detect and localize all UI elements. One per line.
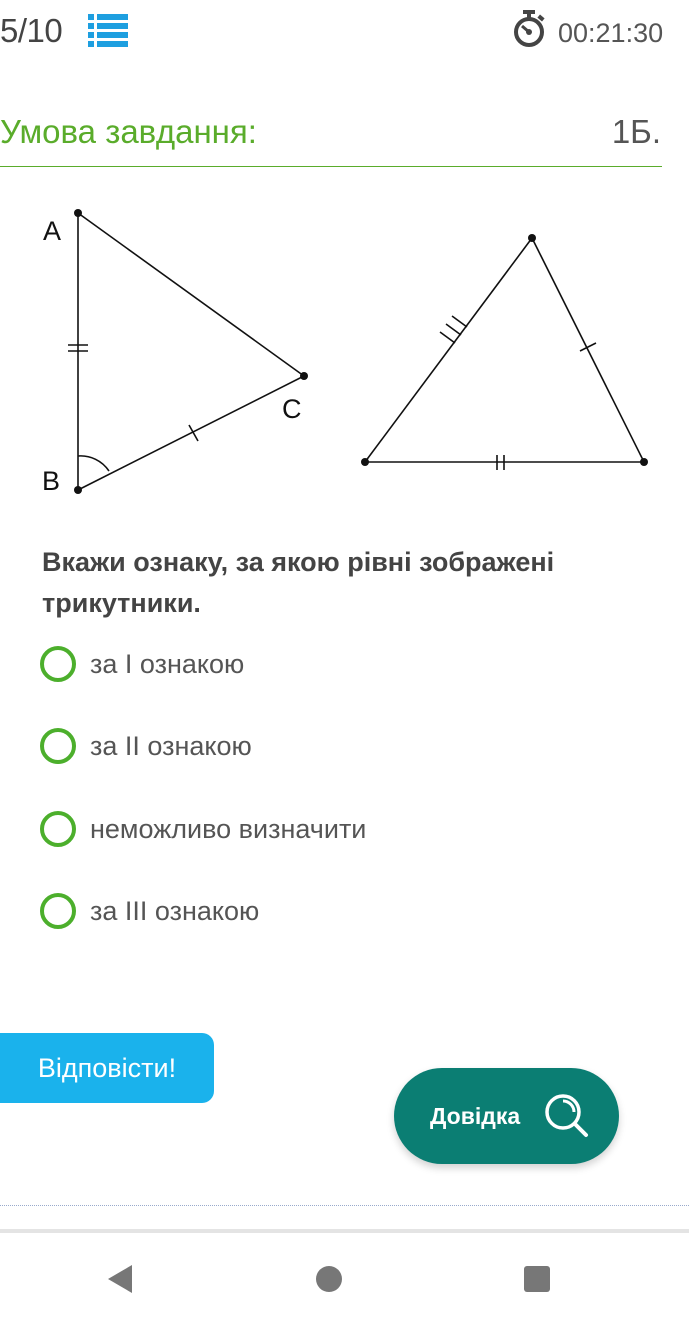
triangle-abc (68, 213, 304, 490)
vertex-label-c: C (282, 394, 302, 424)
magnifier-icon (543, 1092, 589, 1138)
radio-button[interactable] (40, 893, 76, 929)
condition-title: Умова завдання: (0, 113, 257, 150)
option-4[interactable] (40, 891, 259, 931)
option-1[interactable] (40, 644, 244, 684)
vertex-label-a: A (43, 216, 62, 246)
option-2[interactable] (40, 726, 252, 766)
option-label: за II ознакою (90, 730, 252, 761)
back-triangle-icon[interactable] (106, 1263, 134, 1295)
list-icon[interactable] (88, 12, 128, 48)
radio-button[interactable] (40, 646, 76, 682)
content-divider (0, 1205, 689, 1206)
radio-button[interactable] (40, 728, 76, 764)
radio-button[interactable] (40, 811, 76, 847)
triangles-figure (0, 190, 689, 510)
option-label: за III ознакою (90, 895, 260, 926)
answer-button[interactable]: Відповісти! (0, 1033, 214, 1103)
recents-square-icon[interactable] (523, 1265, 551, 1293)
timer-value: 00:21:30 (558, 18, 664, 48)
option-3[interactable] (40, 809, 366, 849)
condition-divider (0, 166, 662, 167)
vertex-label-b: B (42, 466, 61, 496)
home-circle-icon[interactable] (315, 1265, 343, 1293)
option-label: неможливо визначити (90, 813, 367, 844)
android-nav-bar (0, 1229, 689, 1321)
triangle-second (365, 238, 644, 470)
question-text: Вкажи ознаку, за якою рівні зображені трикутники. (42, 547, 555, 618)
top-bar (0, 0, 689, 70)
help-button-label: Довідка (430, 1102, 521, 1129)
option-label: за I ознакою (90, 648, 245, 679)
task-points: 1Б. (611, 113, 661, 150)
stopwatch-icon (511, 8, 547, 48)
question-progress: 5/10 (0, 12, 63, 49)
